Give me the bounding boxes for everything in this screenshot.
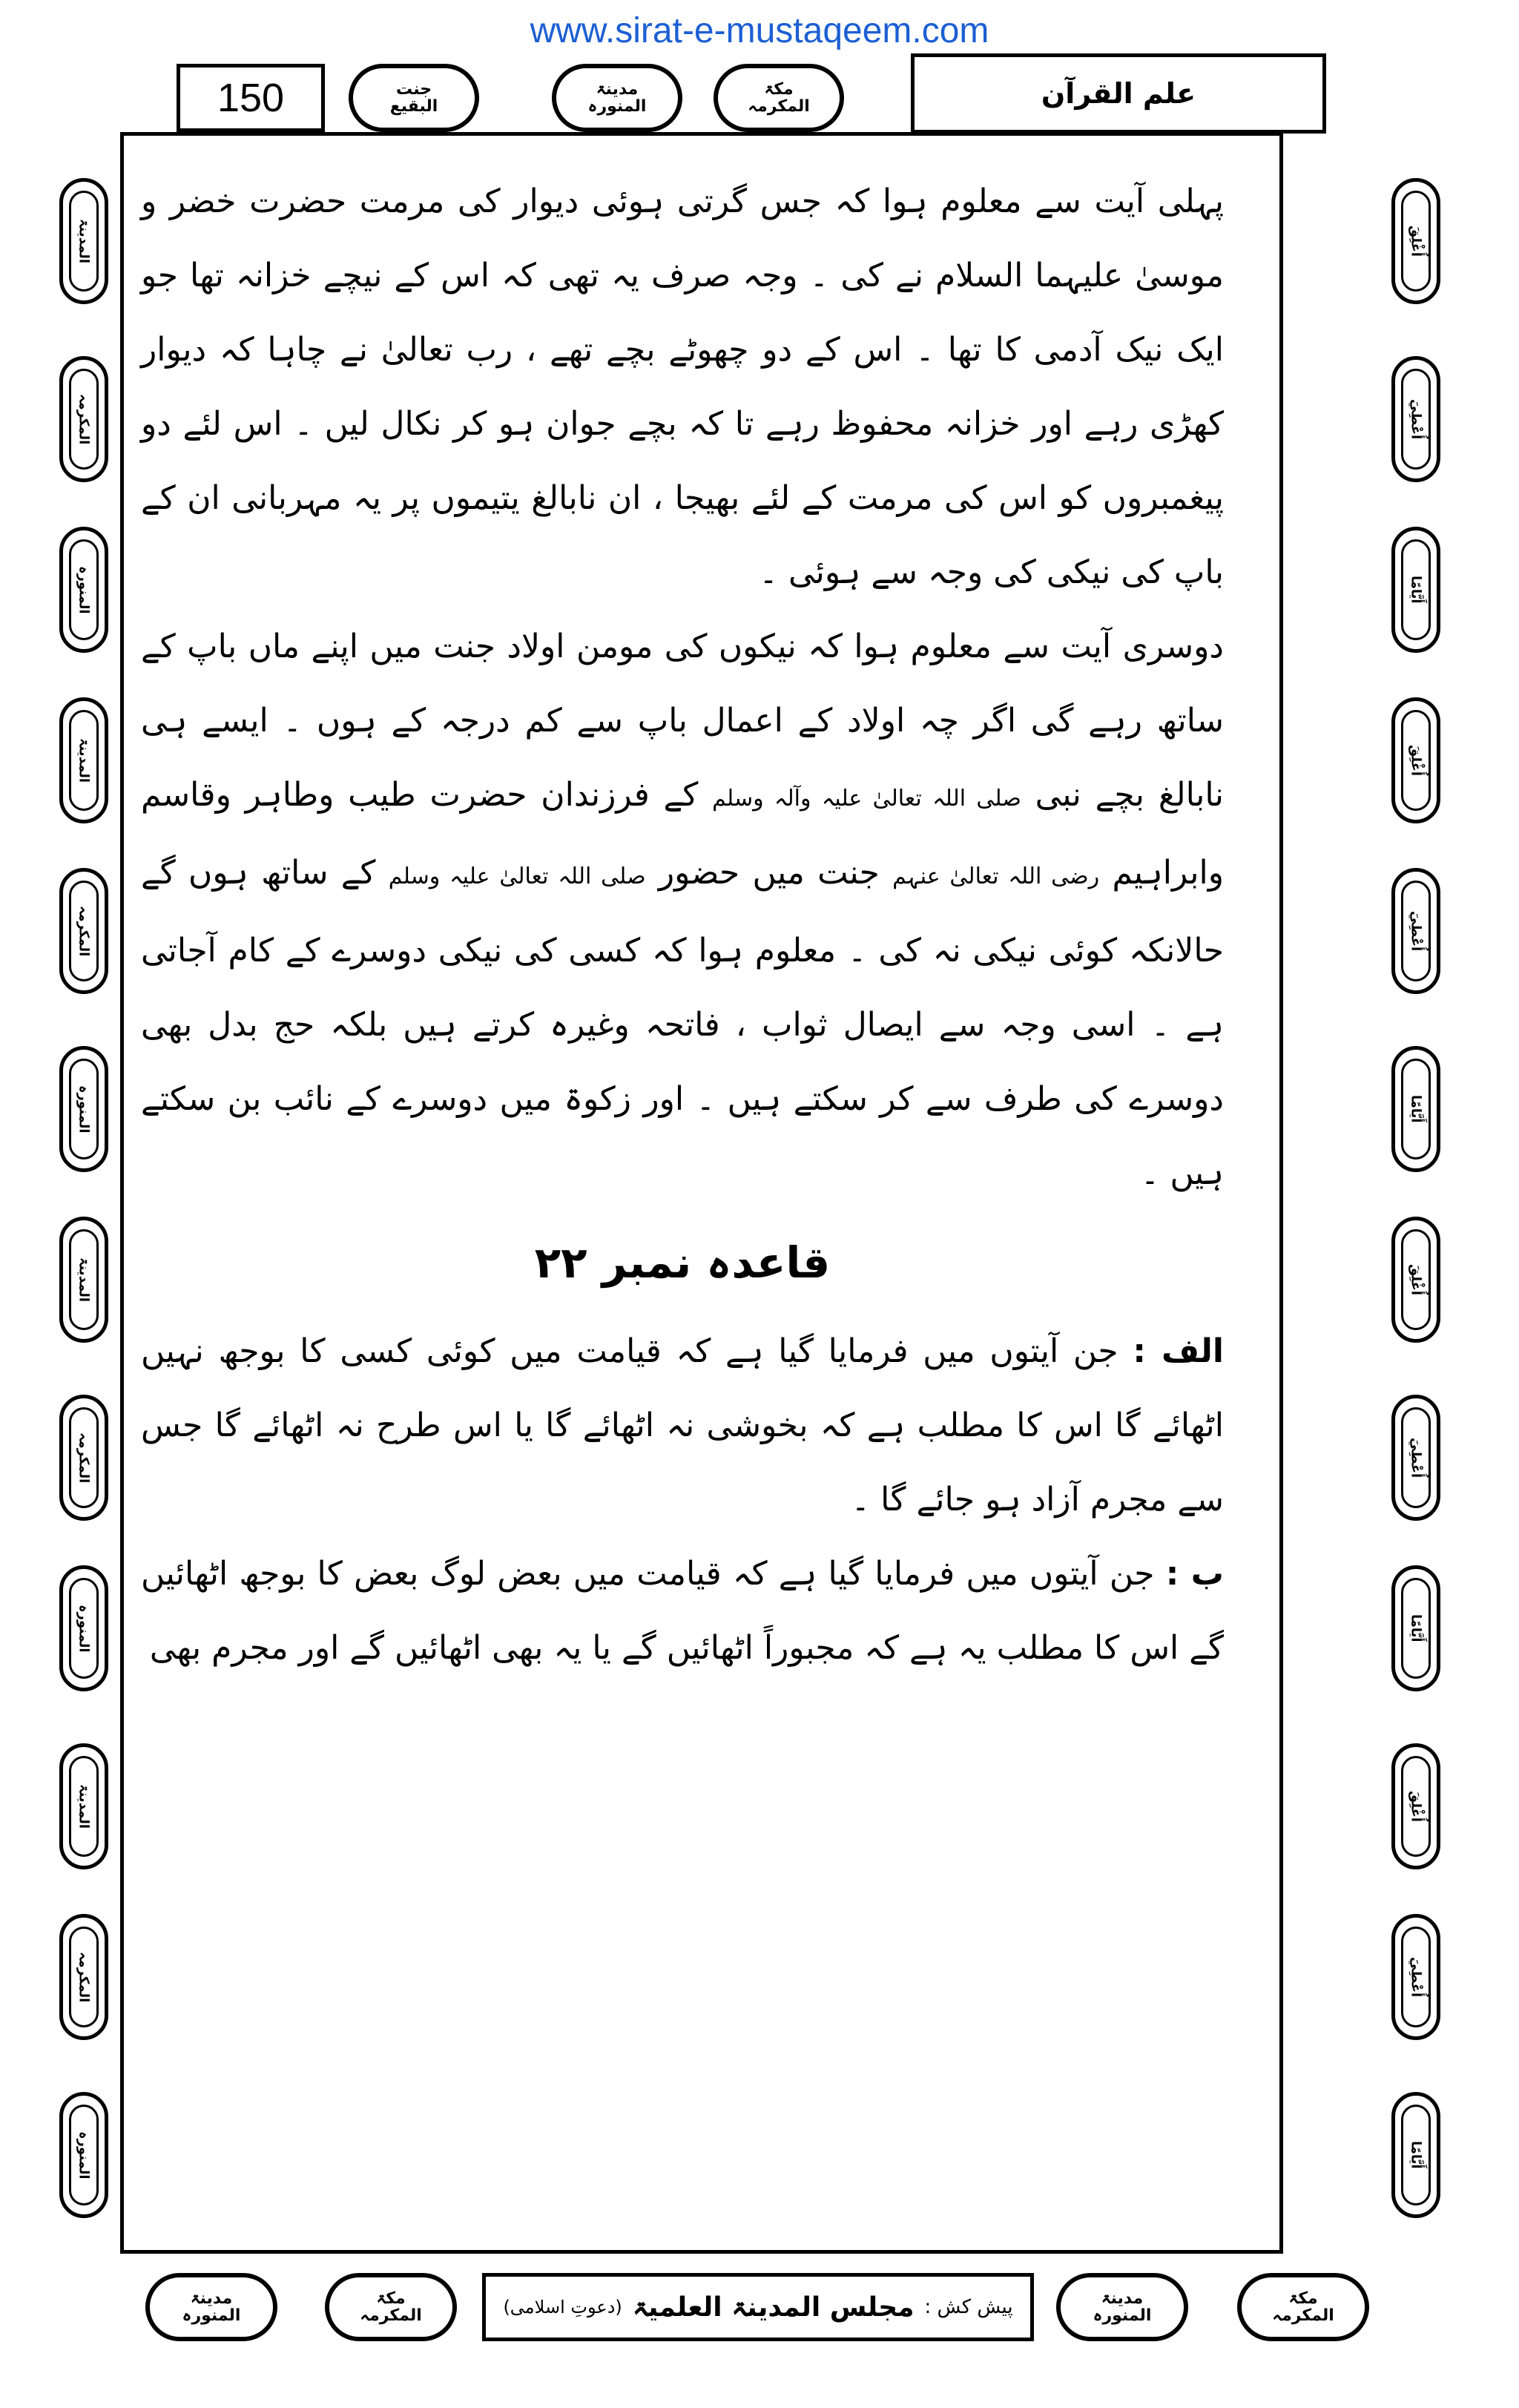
paragraph-be	[141, 1537, 1224, 1685]
right-ornament	[1391, 178, 1440, 304]
ornament-text: المدینۃ	[76, 218, 92, 264]
left-ornament	[59, 527, 108, 653]
ornament-inner	[1401, 2105, 1431, 2205]
badge-line: مدینۃ	[596, 79, 639, 99]
paragraph-2-part-c: جنت میں حضور	[658, 854, 880, 892]
left-ornament	[59, 1914, 108, 2040]
footer-badge-madina	[1056, 2273, 1188, 2341]
ornament-inner	[69, 191, 99, 292]
publisher-credit	[482, 2273, 1034, 2341]
be-text: جن آیتوں میں فرمایا گیا ہے کہ قیامت میں بعض لوگ بعض کا بوجھ اٹھائیں گے اس کا مطلب یہ ہے کہ مجبوراً اٹھائیں گے یا یہ بھی اٹھائیں گے اور مجرم بھی	[141, 1555, 1224, 1667]
ornament-inner	[1401, 710, 1431, 811]
honorific: رضی اللہ تعالیٰ عنہم	[892, 863, 1100, 889]
left-ornament	[59, 356, 108, 482]
left-ornament	[59, 178, 108, 304]
ornament-inner	[1401, 539, 1431, 640]
ornament-inner	[1401, 1407, 1431, 1508]
ornament-text: أَيَّامًا	[1408, 1614, 1424, 1642]
badge-makka	[714, 64, 844, 132]
badge-line: المکرمہ	[1272, 2306, 1334, 2325]
alif-label: الف :	[1133, 1332, 1224, 1370]
ornament-inner	[69, 1578, 99, 1679]
ornament-text: أُعْطِيَ	[1408, 1956, 1424, 1998]
ornament-text: المکرمہ	[76, 1951, 92, 2003]
left-ornament	[59, 1217, 108, 1343]
be-label: ب :	[1165, 1555, 1224, 1593]
ornament-inner	[69, 1229, 99, 1330]
badge-line: مکۃ	[1288, 2289, 1318, 2308]
ornament-inner	[1401, 1927, 1431, 2027]
badge-line: المنورہ	[587, 97, 647, 116]
honorific: صلی اللہ تعالیٰ علیہ وآلہ وسلم	[712, 786, 1021, 812]
badge-line: المکرمہ	[360, 2306, 422, 2325]
right-ornament	[1391, 1217, 1440, 1343]
right-ornament	[1391, 1914, 1440, 2040]
ornament-text: المکرمہ	[76, 393, 92, 445]
ornament-inner	[1401, 1756, 1431, 1857]
ornament-inner	[1401, 881, 1431, 981]
ornament-text: المنورہ	[76, 1085, 92, 1134]
ornament-text: أَيَّامًا	[1408, 1095, 1424, 1123]
right-ornament	[1391, 1565, 1440, 1691]
ornament-inner	[69, 1407, 99, 1508]
right-ornament	[1391, 1395, 1440, 1521]
paragraph-2-part-a: دوسری آیت سے معلوم ہوا کہ نیکوں کی مومن اولاد جنت میں اپنے ماں باپ کے ساتھ رہے گی اگر چہ اولاد کے اعمال باپ سے کم درجہ کے ہوں ۔ ایسے ہی نابالغ بچے نبی	[141, 628, 1224, 814]
right-ornament	[1391, 1743, 1440, 1869]
body-text	[141, 165, 1224, 1685]
ornament-text: أُعْطِيَ	[1408, 398, 1424, 440]
ornament-text: أَيَّامًا	[1408, 2141, 1424, 2169]
honorific: صلی اللہ تعالیٰ علیہ وسلم	[388, 863, 646, 889]
left-ornament	[59, 1046, 108, 1172]
ornament-text: المنورہ	[76, 565, 92, 614]
organization-note: (دعوتِ اسلامی)	[503, 2297, 622, 2317]
ornament-inner	[1401, 191, 1431, 292]
ornament-inner	[1401, 1578, 1431, 1679]
presenter-prefix: پیش کش :	[924, 2296, 1013, 2318]
alif-text: جن آیتوں میں فرمایا گیا ہے کہ قیامت میں کوئی کسی کا بوجھ نہیں اٹھائے گا اس کا مطلب ہے کہ بخوشی نہ اٹھائے گا یا اس طرح نہ اٹھائے گا جس سے مجرم آزاد ہو جائے گا ۔	[141, 1332, 1224, 1519]
right-ornament	[1391, 2092, 1440, 2218]
badge-line: جنت	[395, 79, 432, 99]
ornament-text: أُغْلِقَ	[1408, 1790, 1424, 1823]
ornament-inner	[69, 1059, 99, 1159]
ornament-inner	[69, 1927, 99, 2027]
badge-line: مکۃ	[764, 79, 794, 99]
ornament-inner	[69, 369, 99, 470]
left-ornament	[59, 868, 108, 994]
left-ornament	[59, 2092, 108, 2218]
right-ornament	[1391, 697, 1440, 823]
ornament-text: المکرمہ	[76, 1432, 92, 1484]
left-ornament	[59, 697, 108, 823]
site-url[interactable]: www.sirat-e-mustaqeem.com	[530, 11, 989, 50]
badge-line: المنورہ	[182, 2306, 241, 2325]
page-number: 150	[177, 64, 325, 132]
section-heading: قاعدہ نمبر ۲۲	[534, 1237, 831, 1288]
organization-name: مجلس المدینۃ العلمیۃ	[632, 2292, 915, 2323]
paragraph-2-part-b: کے فرزندان حضرت طیب وطاہر وقاسم وابراہیم	[141, 776, 1225, 892]
ornament-text: المدینۃ	[76, 1783, 92, 1829]
right-ornament	[1391, 527, 1440, 653]
ornament-inner	[69, 539, 99, 640]
ornament-text: أَيَّامًا	[1408, 576, 1424, 604]
ornament-text: أُغْلِقَ	[1408, 744, 1424, 777]
right-ornament	[1391, 868, 1440, 994]
left-ornament	[59, 1395, 108, 1521]
ornament-text: أُغْلِقَ	[1408, 225, 1424, 257]
ornament-text: أُعْطِيَ	[1408, 910, 1424, 952]
badge-line: مدینۃ	[1101, 2289, 1144, 2308]
ornament-text: أُغْلِقَ	[1408, 1263, 1424, 1296]
badge-madina	[552, 64, 682, 132]
badge-line: المنورہ	[1093, 2306, 1152, 2325]
ornament-text: المنورہ	[76, 2131, 92, 2180]
badge-line: المکرمہ	[748, 97, 810, 116]
paragraph-2-part-d: کے ساتھ ہوں گے حالانکہ کوئی نیکی نہ کی ۔ معلوم ہوا کہ کسی کی نیکی دوسرے کے کام آجاتی ہے ۔ اسی وجہ سے ایصال ثواب ، فاتحہ وغیرہ کرتے ہیں بلکہ حج بدل بھی دوسرے کی طرف سے کر سکتے ہیں ۔ اور زکوۃ میں دوسرے کے نائب بن سکتے ہیں ۔	[141, 854, 1224, 1192]
ornament-inner	[69, 2105, 99, 2205]
left-ornament	[59, 1743, 108, 1869]
badge-line: مدینۃ	[190, 2289, 233, 2308]
right-ornament	[1391, 356, 1440, 482]
ornament-inner	[1401, 1059, 1431, 1159]
ornament-inner	[1401, 1229, 1431, 1330]
badge-line: مکۃ	[376, 2289, 406, 2308]
left-ornament	[59, 1565, 108, 1691]
ornament-text: أُعْطِيَ	[1408, 1437, 1424, 1478]
ornament-text: المدینۃ	[76, 1257, 92, 1303]
footer-badge-makka	[325, 2273, 457, 2341]
footer-badge-makka	[1237, 2273, 1369, 2341]
book-title: علم القرآن	[911, 53, 1326, 134]
paragraph-2	[141, 610, 1224, 1211]
ornament-inner	[69, 710, 99, 811]
ornament-text: المکرمہ	[76, 905, 92, 957]
ornament-inner	[1401, 369, 1431, 470]
ornament-inner	[69, 881, 99, 981]
footer-badge-madina	[145, 2273, 277, 2341]
badge-line: البقیع	[389, 97, 438, 116]
right-ornament	[1391, 1046, 1440, 1172]
ornament-text: المدینۃ	[76, 737, 92, 783]
paragraph-alif	[141, 1315, 1224, 1537]
paragraph-1: پہلی آیت سے معلوم ہوا کہ جس گرتی ہوئی دیوار کی مرمت حضرت خضر و موسیٰ علیہما السلام نے کی ۔ وجہ صرف یہ تھی کہ اس کے نیچے خزانہ تھا جو ایک نیک آدمی کا تھا ۔ اس کے دو چھوٹے بچے تھے ، رب تعالیٰ نے چاہا کہ دیوار کھڑی رہے اور خزانہ محفوظ رہے تا کہ بچے جوان ہو کر نکال لیں ۔ اس لئے دو پیغمبروں کو اس کی مرمت کے لئے بھیجا ، ان نابالغ یتیموں پر یہ مہربانی ان کے باپ کی نیکی کی وجہ سے ہوئی ۔	[141, 182, 1224, 591]
ornament-text: المنورہ	[76, 1604, 92, 1653]
badge-jannat-baqi	[349, 64, 479, 132]
ornament-inner	[69, 1756, 99, 1857]
